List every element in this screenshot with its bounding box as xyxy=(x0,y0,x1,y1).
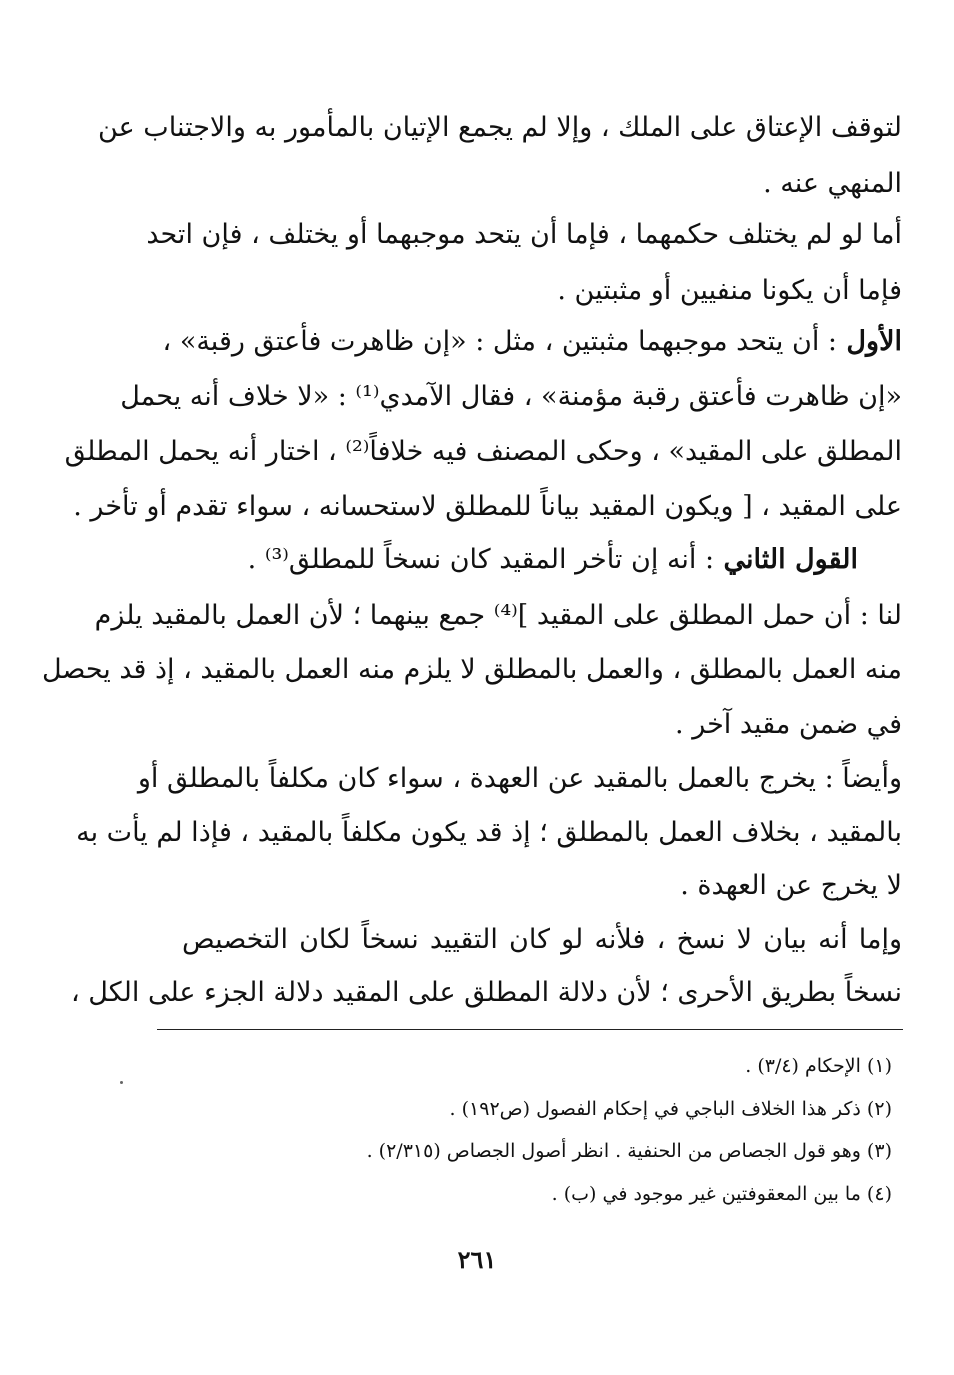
body-line-7: المطلق على المقيد» ، وحكى المصنف فيه خلافاً⁽²⁾ ، اختار أنه يحمل المطلق xyxy=(64,436,902,467)
body-line-8: على المقيد ، [ ويكون المقيد بياناً للمطلق لاستحسانه ، سواء تقدم أو تأخر . xyxy=(73,491,902,522)
body-line-11: منه العمل بالمطلق ، والعمل بالمطلق لا يلزم منه العمل بالمقيد ، إذ قد يحصل xyxy=(41,654,902,685)
body-line-6: «إن ظاهرت فأعتق رقبة مؤمنة» ، فقال الآمدي⁽¹⁾ : «لا خلاف أنه يحمل xyxy=(120,381,902,412)
footnote-separator xyxy=(157,1029,903,1030)
body-line-12: في ضمن مقيد آخر . xyxy=(675,709,902,740)
body-line-5: الأول : أن يتحد موجبهما مثبتين ، مثل : «إن ظاهرت فأعتق رقبة» ، xyxy=(162,326,902,357)
body-line-15: لا يخرج عن العهدة . xyxy=(680,870,902,901)
body-line-10: لنا : أن حمل المطلق على المقيد ]⁽⁴⁾ جمع بينهما ؛ لأن العمل بالمقيد يلزم xyxy=(94,600,902,631)
footnote-1: (١) الإحكام (٣/٤) . xyxy=(745,1055,892,1077)
body-line-1: لتوقف الإعتاق على الملك ، وإلا لم يجمع الإتيان بالمأمور به والاجتناب عن xyxy=(98,112,902,143)
body-line-2: المنهي عنه . xyxy=(763,168,902,199)
body-line-17: نسخاً بطريق الأحرى ؛ لأن دلالة المطلق على المقيد دلالة الجزء على الكل ، xyxy=(70,977,902,1008)
body-line-9: القول الثاني : أنه إن تأخر المقيد كان نسخاً للمطلق⁽³⁾ . xyxy=(247,544,858,575)
body-line-16: وإما أنه بيان لا نسخ ، فلأنه لو كان التقييد نسخاً لكان التخصيص xyxy=(182,924,902,955)
body-line-4: فإما أن يكونا منفيين أو مثبتين . xyxy=(557,275,902,306)
footnote-3: (٣) وهو قول الجصاص من الحنفية . انظر أصول الجصاص (٢/٣١٥) . xyxy=(366,1140,892,1162)
body-line-3: أما لو لم يختلف حكمهما ، فإما أن يتحد موجبهما أو يختلف ، فإن اتحد xyxy=(146,219,902,250)
body-line-13: وأيضاً : يخرج بالعمل بالمقيد عن العهدة ، سواء كان مكلفاً بالمطلق أو xyxy=(137,763,902,794)
page-number: ٢٦١ xyxy=(457,1245,497,1274)
body-line-14: بالمقيد ، بخلاف العمل بالمطلق ؛ إذ قد يكون مكلفاً بالمقيد ، فإذا لم يأت به xyxy=(76,817,902,848)
scan-speck xyxy=(120,1081,123,1084)
footnote-4: (٤) ما بين المعقوفتين غير موجود في (ب) . xyxy=(551,1183,892,1205)
footnote-2: (٢) ذكر هذا الخلاف الباجي في إحكام الفصول (ص١٩٢) . xyxy=(449,1098,892,1120)
